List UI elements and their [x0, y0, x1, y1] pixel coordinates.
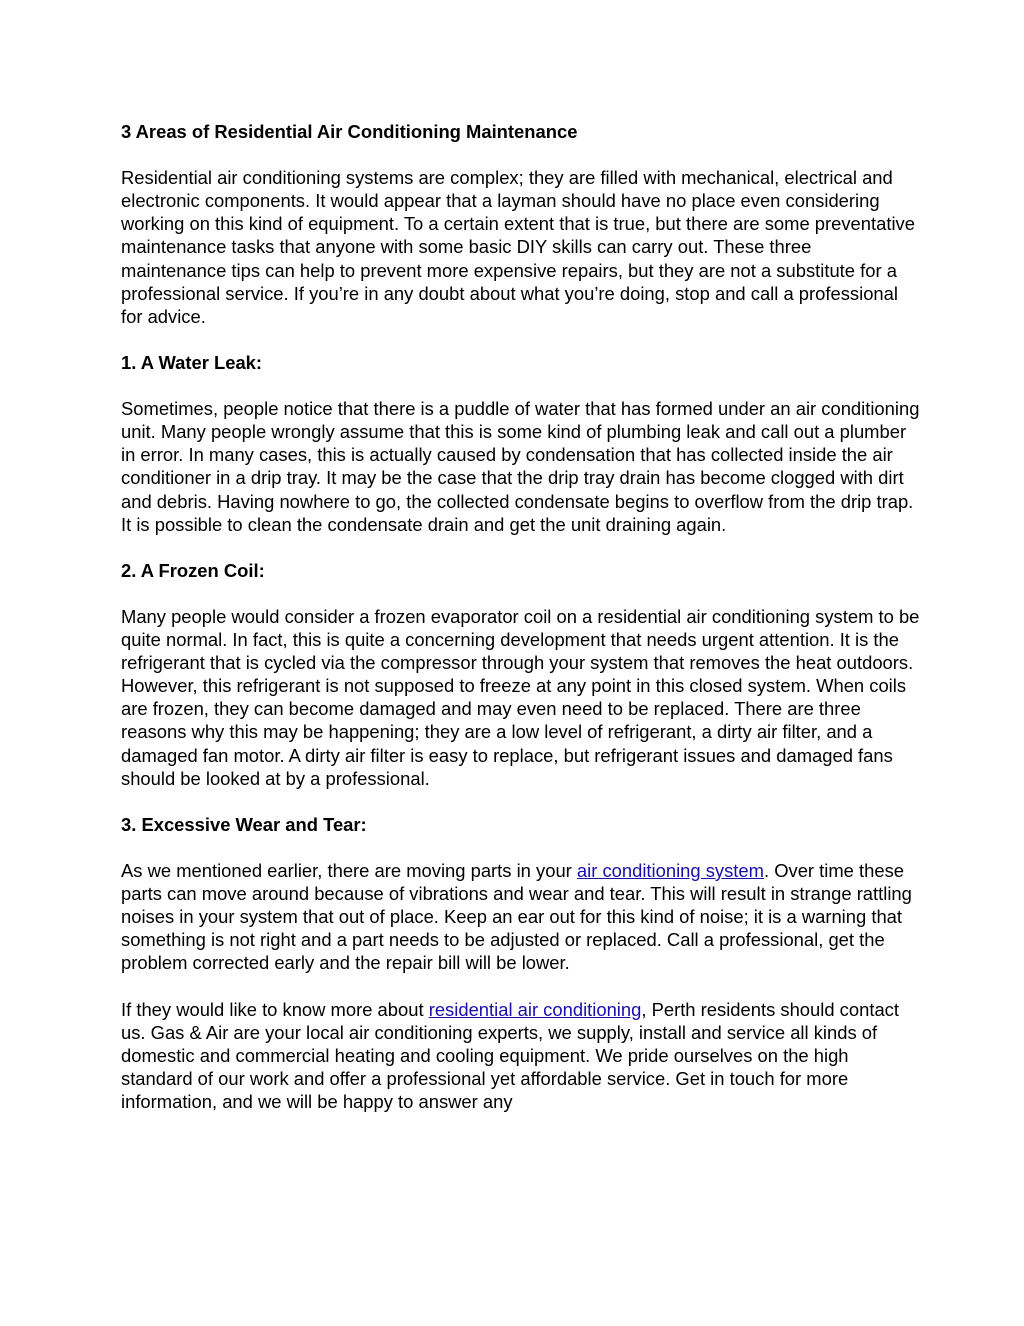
air-conditioning-system-link[interactable]: air conditioning system: [576, 860, 764, 881]
closing-paragraph: [121, 998, 921, 1113]
section-3-heading: 3. Excessive Wear and Tear:: [121, 813, 367, 835]
document-title: 3 Areas of Residential Air Conditioning Maintenance: [121, 121, 578, 142]
section-2-heading: 2. A Frozen Coil:: [121, 559, 265, 581]
section-3-body: [121, 859, 921, 974]
closing-text-before-link: If they would like to know more about: [121, 998, 429, 1020]
section-3-text-after-link: . Over time these parts can move around because of vibrations and wear and tear. This will result in strange rattling noises in your system that out of place. Keep an ear out for this kind of noise; it is a warning that something is not right and a part needs to be adjusted or replaced. Call a professional, get the problem corrected early and the repair bill will be lower.: [121, 860, 912, 974]
closing-text-after-link: , Perth residents should contact us. Gas & Air are your local air conditioning experts, we supply, install and service all kinds of domestic and commercial heating and cooling equipment. We pride ourselves on the high standard of our work and offer a professional yet affordable service. Get in touch for more information, and we will be happy to answer any: [121, 998, 899, 1112]
section-3-text-before-link: As we mentioned earlier, there are moving parts in your: [121, 860, 577, 881]
section-1-heading: 1. A Water Leak:: [121, 351, 263, 373]
section-1-body: Sometimes, people notice that there is a puddle of water that has formed under an air conditioning unit. Many people wrongly assume that this is some kind of plumbing leak and call out a plumber in error. In many cases, this is actually caused by condensation that has collected inside the air conditioner in a drip tray. It may be the case that the drip tray drain has become clogged with dirt and debris. Having nowhere to go, the collected condensate begins to overflow from the drip trap. It is possible to clean the condensate drain and get the unit draining again.: [121, 398, 920, 535]
intro-paragraph: Residential air conditioning systems are complex; they are filled with mechanical, electrical and electronic components. It would appear that a layman should have no place even considering working on this kind of equipment. To a certain extent that is true, but there are some preventative maintenance tasks that anyone with some basic DIY skills can carry out. These three maintenance tips can help to prevent more expensive repairs, but they are not a substitute for a professional service. If you’re in any doubt about what you’re doing, stop and call a professional for advice.: [121, 167, 915, 327]
section-2-body: Many people would consider a frozen evaporator coil on a residential air conditioning system to be quite normal. In fact, this is quite a concerning development that needs urgent attention. It is the refrigerant that is cycled via the compressor through your system that removes the heat outdoors. However, this refrigerant is not supposed to freeze at any point in this closed system. When coils are frozen, they can become damaged and may even need to be replaced. There are three reasons why this may be happening; they are a low level of refrigerant, a dirty air filter, and a damaged fan motor. A dirty air filter is easy to replace, but refrigerant issues and damaged fans should be looked at by a professional.: [121, 605, 920, 789]
residential-air-conditioning-link[interactable]: residential air conditioning: [428, 998, 642, 1020]
document-page: [121, 120, 921, 1136]
